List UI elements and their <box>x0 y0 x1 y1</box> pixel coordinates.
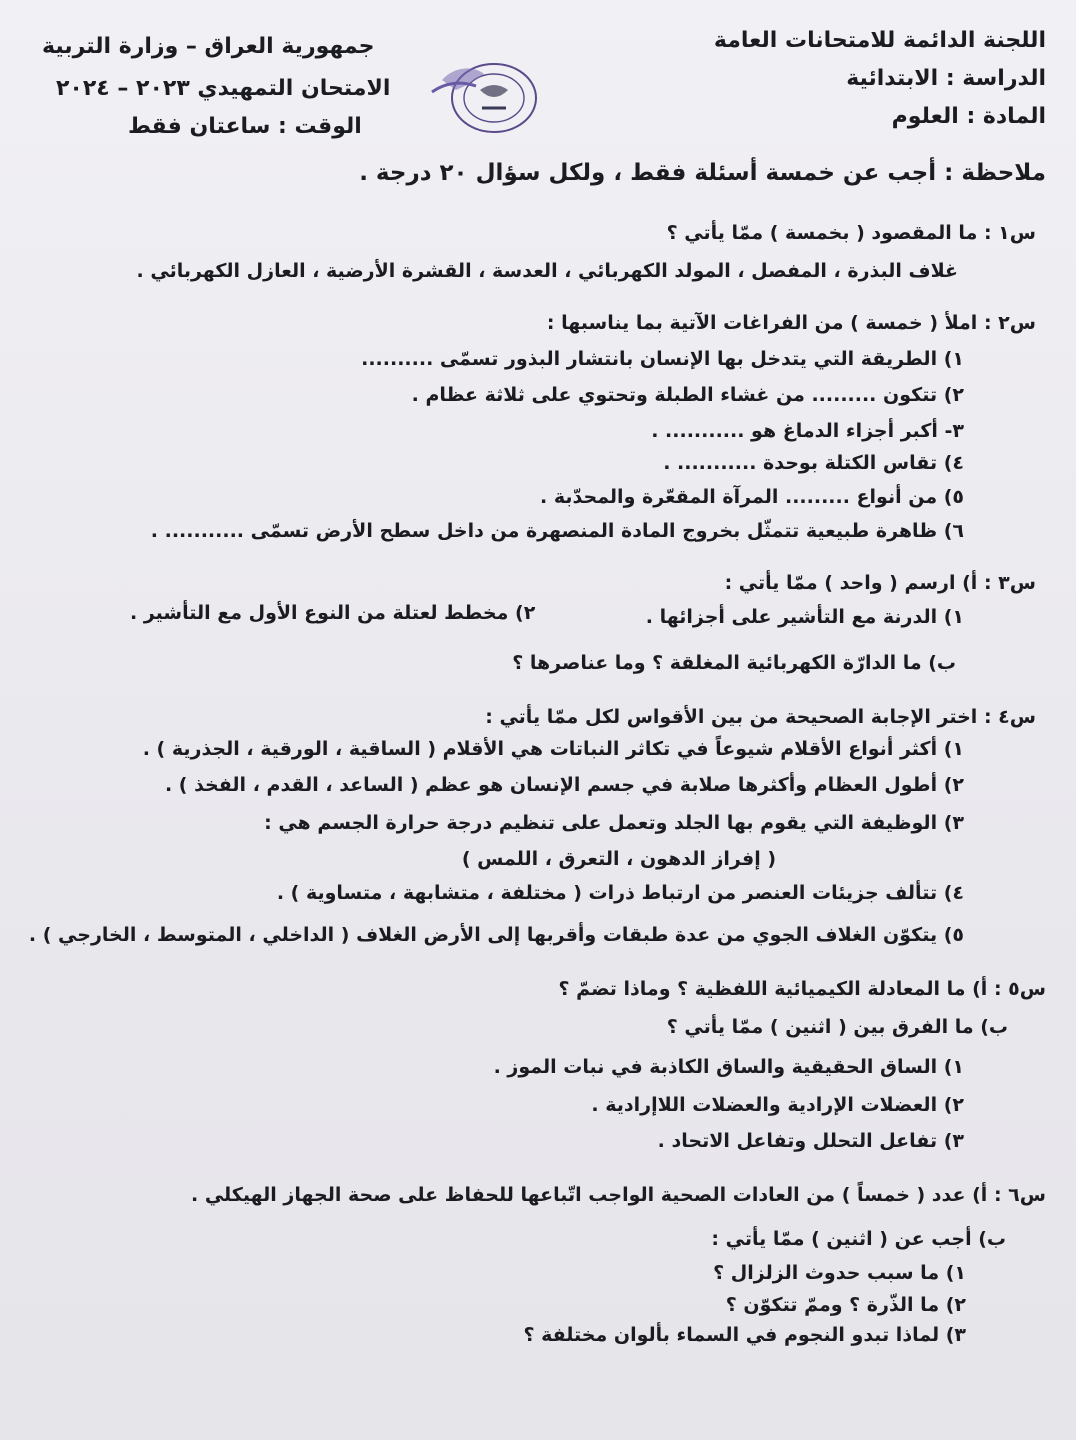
q2-prompt: املأ ( خمسة ) من الفراغات الآتية بما يناسبها : <box>546 312 978 334</box>
q6-item: ٢) ما الذّرة ؟ وممّ تتكوّن ؟ <box>725 1294 966 1316</box>
q6-item: ١) ما سبب حدوث الزلزال ؟ <box>713 1262 966 1284</box>
q3-a1: ١) الدرنة مع التأشير على أجزائها . <box>645 606 964 628</box>
q6-number: س٦ : <box>993 1184 1046 1206</box>
official-seal-icon <box>422 50 542 140</box>
q6-header <box>191 1184 1046 1206</box>
q5-item: ٣) تفاعل التحلل وتفاعل الاتحاد . <box>657 1130 964 1152</box>
q2-item: ٤) تقاس الكتلة بوحدة ........... . <box>663 452 964 474</box>
q4-header <box>485 706 1036 728</box>
q3-b: ب) ما الدارّة الكهربائية المغلقة ؟ وما عناصرها ؟ <box>512 652 956 674</box>
q5-a: أ) ما المعادلة الكيميائية اللفظية ؟ وماذا تضمّ ؟ <box>558 978 988 1000</box>
republic-ministry: جمهورية العراق – وزارة التربية <box>42 34 375 59</box>
q4-prompt: اختر الإجابة الصحيحة من بين الأقواس لكل ممّا يأتي : <box>485 706 978 728</box>
q4-number: س٤ : <box>983 706 1036 728</box>
exam-time: الوقت : ساعتان فقط <box>128 114 362 139</box>
q5-item: ٢) العضلات الإرادية والعضلات اللاإرادية . <box>591 1094 964 1116</box>
q2-header <box>547 312 1036 334</box>
exam-year: الامتحان التمهيدي ٢٠٢٣ – ٢٠٢٤ <box>56 76 391 101</box>
q1-items: غلاف البذرة ، المفصل ، المولد الكهربائي ، العدسة ، القشرة الأرضية ، العازل الكهربائي . <box>136 260 958 282</box>
q5-b-prompt: ب) ما الفرق بين ( اثنين ) ممّا يأتي ؟ <box>666 1016 1008 1038</box>
q2-item: ١) الطريقة التي يتدخل بها الإنسان بانتشار البذور تسمّى .......... <box>361 348 964 370</box>
q4-item-options: ( إفراز الدهون ، التعرق ، اللمس ) <box>461 848 776 870</box>
q2-item: ٢) تتكون ......... من غشاء الطبلة وتحتوي على ثلاثة عظام . <box>411 384 964 406</box>
q4-item: ٢) أطول العظام وأكثرها صلابة في جسم الإنسان هو عظم ( الساعد ، القدم ، الفخذ ) . <box>164 774 964 796</box>
exam-note: ملاحظة : أجب عن خمسة أسئلة فقط ، ولكل سؤال ٢٠ درجة . <box>359 160 1046 186</box>
q4-item: ١) أكثر أنواع الأقلام شيوعاً في تكاثر النباتات هي الأقلام ( الساقية ، الورقية ، الجذرية ) . <box>142 738 964 760</box>
q5-header <box>559 978 1046 1000</box>
q5-number: س٥ : <box>993 978 1046 1000</box>
q3-header <box>725 572 1036 594</box>
q6-b-prompt: ب) أجب عن ( اثنين ) ممّا يأتي : <box>711 1228 1006 1250</box>
q2-item: ٦) ظاهرة طبيعية تتمثّل بخروج المادة المنصهرة من داخل سطح الأرض تسمّى ........... . <box>150 520 964 542</box>
q1-header <box>667 222 1036 244</box>
q5-item: ١) الساق الحقيقية والساق الكاذبة في نبات الموز . <box>493 1056 964 1078</box>
study-level: الدراسة : الابتدائية <box>846 66 1046 91</box>
q4-item: ٣) الوظيفة التي يقوم بها الجلد وتعمل على تنظيم درجة حرارة الجسم هي : <box>264 812 964 834</box>
q3-a-prompt: أ) ارسم ( واحد ) ممّا يأتي : <box>724 572 978 594</box>
committee-title: اللجنة الدائمة للامتحانات العامة <box>713 28 1046 53</box>
q3-a2: ٢) مخطط لعتلة من النوع الأول مع التأشير . <box>130 602 536 624</box>
q6-a: أ) عدد ( خمساً ) من العادات الصحية الواجب اتّباعها للحفاظ على صحة الجهاز الهيكلي . <box>190 1184 988 1206</box>
q4-item: ٤) تتألف جزيئات العنصر من ارتباط ذرات ( مختلفة ، متشابهة ، متساوية ) . <box>276 882 964 904</box>
q6-item: ٣) لماذا تبدو النجوم في السماء بألوان مختلفة ؟ <box>523 1324 966 1346</box>
q2-item: ٣- أكبر أجزاء الدماغ هو ........... . <box>651 420 964 442</box>
q3-number: س٣ : <box>983 572 1036 594</box>
q1-number: س١ : <box>983 222 1036 244</box>
q2-item: ٥) من أنواع ......... المرآة المقعّرة والمحدّبة . <box>540 486 964 508</box>
subject: المادة : العلوم <box>891 104 1046 129</box>
q4-item: ٥) يتكوّن الغلاف الجوي من عدة طبقات وأقربها إلى الأرض الغلاف ( الداخلي ، المتوسط ، الخارجي ) . <box>28 924 964 946</box>
q1-prompt: ما المقصود ( بخمسة ) ممّا يأتي ؟ <box>666 222 978 244</box>
q2-number: س٢ : <box>983 312 1036 334</box>
